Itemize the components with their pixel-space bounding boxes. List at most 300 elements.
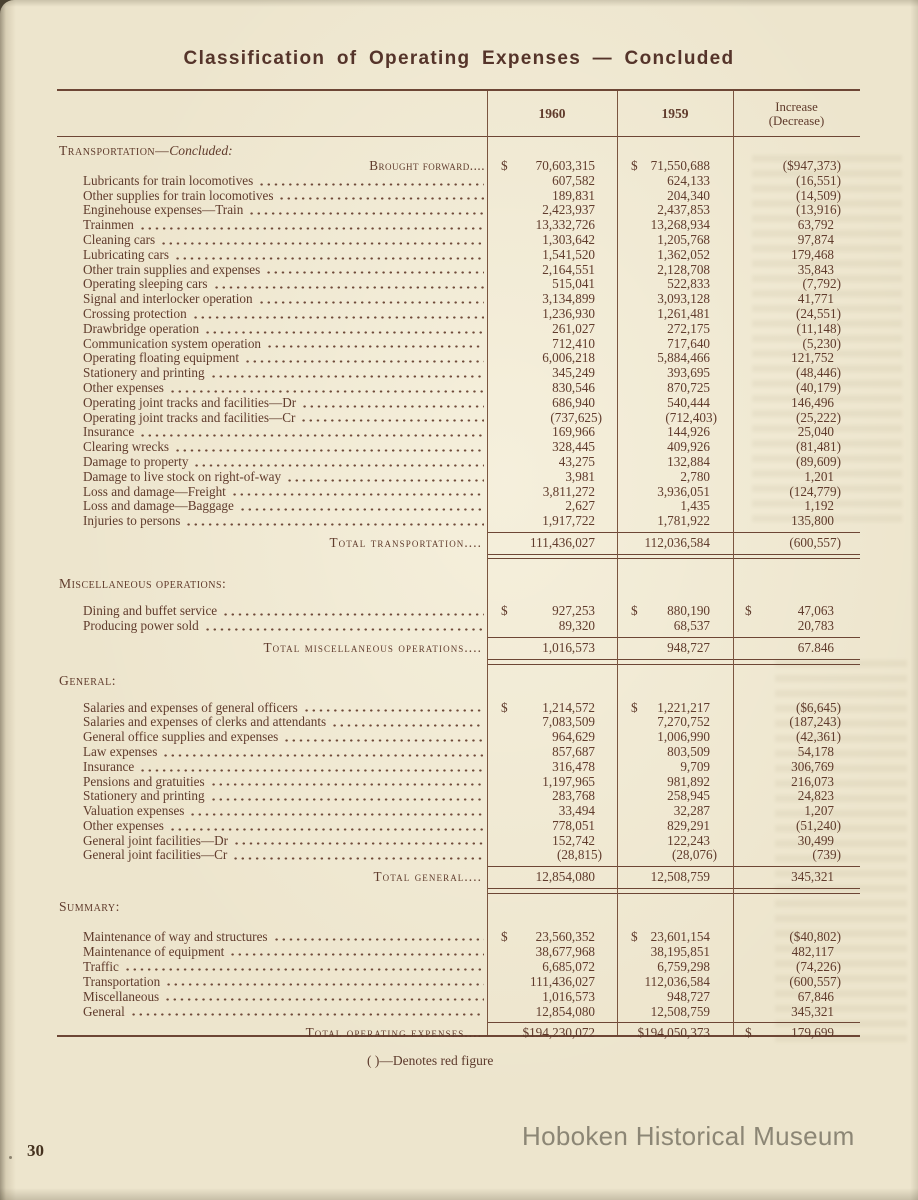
row-label-cell (57, 619, 487, 634)
currency-symbol: $ (631, 699, 638, 715)
cell-1960 (487, 470, 617, 485)
page-number: 30 (27, 1141, 44, 1160)
section-heading (57, 576, 860, 591)
row-label-cell (57, 366, 487, 381)
cell-1959 (617, 974, 733, 989)
cell-1960 (487, 514, 617, 529)
amount: (712,403) (665, 409, 717, 425)
cell-increase (733, 159, 860, 174)
total-cell-increase (733, 533, 860, 552)
dot-leader (210, 783, 484, 786)
amount: 964,629 (552, 729, 595, 745)
total-cell-1960 (487, 638, 617, 657)
amount: 3,093,128 (657, 291, 710, 307)
amount: 283,768 (552, 788, 595, 804)
cell-1959 (617, 619, 733, 634)
amount: 272,175 (667, 320, 710, 336)
dot-leader (213, 286, 484, 289)
amount: 2,128,708 (657, 261, 710, 277)
table-row (57, 804, 860, 819)
cell-1960 (487, 760, 617, 775)
cell-increase (733, 819, 860, 834)
dot-leader (258, 301, 484, 304)
row-label-cell (57, 974, 487, 989)
row-label: Producing power sold (83, 618, 199, 634)
amount: 122,243 (667, 832, 710, 848)
amount: 33,494 (558, 803, 595, 819)
currency-symbol: $ (501, 699, 508, 715)
row-label-cell (57, 440, 487, 455)
amount: 316,478 (552, 758, 595, 774)
amount: (24,551) (795, 305, 841, 321)
currency-symbol: $ (631, 603, 638, 619)
table-row (57, 974, 860, 989)
dot-leader (278, 197, 484, 200)
cell-increase (733, 775, 860, 790)
amount: (600,557) (789, 973, 841, 989)
cell-increase (733, 455, 860, 470)
cell-1959 (617, 411, 733, 426)
row-label: Operating joint tracks and facilities—Dr (83, 394, 297, 410)
amount: (737,625) (550, 409, 602, 425)
amount: 1,197,965 (542, 773, 595, 789)
cell-increase (733, 396, 860, 411)
total-cell-increase (733, 1023, 860, 1042)
header-increase-line2: (Decrease) (768, 113, 825, 128)
cell-1960 (487, 499, 617, 514)
amount: 70,603,315 (535, 158, 595, 173)
row-label: Operating sleeping cars (83, 276, 208, 292)
row-label: Other expenses (83, 379, 164, 395)
row-label-cell (57, 337, 487, 352)
row-label: Other expenses (83, 817, 164, 833)
row-label-cell (57, 470, 487, 485)
amount: 607,582 (552, 172, 595, 188)
table-row (57, 485, 860, 500)
table-section (57, 576, 860, 664)
amount: 624,133 (667, 172, 710, 188)
amount: 179,699 (791, 1024, 834, 1040)
amount: 981,892 (667, 773, 710, 789)
row-label-cell (57, 514, 487, 529)
amount: 13,268,934 (650, 217, 710, 233)
amount: 54,178 (797, 743, 834, 759)
table-section (57, 143, 860, 559)
row-label-cell (57, 789, 487, 804)
row-label: Other supplies for train locomotives (83, 187, 274, 203)
row-label-cell (57, 292, 487, 307)
amount: 345,321 (791, 1003, 834, 1019)
row-label: Injuries to persons (83, 513, 181, 529)
column-header-increase-decrease (733, 100, 860, 128)
amount: (48,446) (795, 365, 841, 381)
amount: 216,073 (791, 773, 834, 789)
cell-1960 (487, 218, 617, 233)
cell-1960 (487, 848, 617, 863)
row-label-cell (57, 263, 487, 278)
dot-leader (124, 968, 484, 971)
row-label-cell (57, 411, 487, 426)
dot-leader (286, 479, 484, 482)
amount: 1,435 (680, 498, 710, 514)
cell-1960 (487, 292, 617, 307)
dot-leader (244, 360, 484, 363)
row-label: Pensions and gratuities (83, 773, 205, 789)
section-rows (57, 701, 860, 864)
cell-1960 (487, 366, 617, 381)
total-cell-1959 (617, 638, 733, 657)
cell-1959 (617, 760, 733, 775)
cell-1960 (487, 804, 617, 819)
double-rule-below-total (487, 554, 860, 560)
table-row (57, 929, 860, 944)
row-label-cell (57, 322, 487, 337)
amount: 1,917,722 (542, 513, 595, 529)
cell-increase (733, 789, 860, 804)
cell-1960 (487, 604, 617, 619)
amount: 189,831 (552, 187, 595, 203)
cell-1960 (487, 440, 617, 455)
cell-1959 (617, 1004, 733, 1019)
amount: (16,551) (795, 172, 841, 188)
table-row (57, 1004, 860, 1019)
section-heading-italic: Concluded: (169, 143, 233, 158)
amount: 135,800 (791, 513, 834, 529)
row-label-cell (57, 1004, 487, 1019)
total-label: Total miscellaneous operations.... (263, 640, 482, 656)
currency-symbol: $ (631, 928, 638, 944)
cell-increase (733, 730, 860, 745)
cell-1959 (617, 292, 733, 307)
cell-increase (733, 263, 860, 278)
cell-1959 (617, 366, 733, 381)
cell-1959 (617, 819, 733, 834)
amount: (42,361) (795, 729, 841, 745)
dot-leader (229, 953, 484, 956)
dot-leader (258, 183, 484, 186)
table-section (57, 899, 860, 1042)
table-row (57, 701, 860, 716)
table-row (57, 440, 860, 455)
row-label: Lubricating cars (83, 246, 170, 262)
cell-1960 (487, 189, 617, 204)
dot-leader (192, 316, 484, 319)
amount: 41,771 (797, 291, 834, 307)
table-row (57, 322, 860, 337)
amount: 67.846 (797, 640, 834, 656)
total-cell-1960 (487, 1023, 617, 1042)
row-label: Crossing protection (83, 305, 187, 321)
total-cell-increase (733, 638, 860, 657)
total-cell-1959 (617, 533, 733, 552)
table-row (57, 366, 860, 381)
cell-1960 (487, 929, 617, 944)
cell-1959 (617, 715, 733, 730)
row-label: Brought forward.... (369, 158, 485, 173)
amount: 515,041 (552, 276, 595, 292)
row-label-cell (57, 989, 487, 1004)
amount: 393,695 (667, 365, 710, 381)
cell-1959 (617, 248, 733, 263)
row-label: Miscellaneous (83, 988, 160, 1004)
table-row (57, 411, 860, 426)
amount: 829,291 (667, 817, 710, 833)
amount: 6,685,072 (542, 958, 595, 974)
dot-leader (169, 828, 484, 831)
cell-increase (733, 322, 860, 337)
row-label-cell (57, 499, 487, 514)
cell-1960 (487, 351, 617, 366)
cell-increase (733, 337, 860, 352)
row-label-cell (57, 944, 487, 959)
dot-leader (233, 842, 484, 845)
dot-leader (301, 405, 484, 408)
amount: 1,221,217 (657, 699, 710, 715)
dot-leader (331, 724, 484, 727)
amount: 1,541,520 (542, 246, 595, 262)
currency-symbol: $ (631, 158, 638, 173)
amount: ($947,373) (782, 158, 841, 173)
cell-1959 (617, 470, 733, 485)
cell-increase (733, 514, 860, 529)
cell-1959 (617, 848, 733, 863)
cell-1960 (487, 322, 617, 337)
total-label: Total operating expenses.... (305, 1024, 482, 1040)
total-row (57, 1023, 860, 1042)
cell-1959 (617, 159, 733, 174)
cell-1960 (487, 1004, 617, 1019)
cell-increase (733, 411, 860, 426)
amount: 261,027 (552, 320, 595, 336)
cell-increase (733, 470, 860, 485)
cell-increase (733, 760, 860, 775)
amount: 12,508,759 (650, 1003, 710, 1019)
amount: (74,226) (795, 958, 841, 974)
cell-1960 (487, 819, 617, 834)
amount: 948,727 (667, 640, 710, 656)
cell-1959 (617, 189, 733, 204)
amount: 144,926 (667, 424, 710, 440)
total-label: Total general.... (373, 869, 482, 885)
dot-leader (222, 613, 484, 616)
amount: $194,050,373 (637, 1024, 710, 1040)
dot-leader (169, 390, 484, 393)
table-row (57, 834, 860, 849)
row-label-cell (57, 396, 487, 411)
amount: 1,781,922 (657, 513, 710, 529)
amount: 2,437,853 (657, 202, 710, 218)
total-row (57, 533, 860, 552)
table-row (57, 989, 860, 1004)
cell-1959 (617, 440, 733, 455)
row-label: Dining and buffet service (83, 603, 218, 619)
double-rule-below-total (487, 888, 860, 894)
table-row (57, 218, 860, 233)
cell-increase (733, 351, 860, 366)
cell-increase (733, 485, 860, 500)
amount: ($40,802) (789, 928, 841, 944)
row-label-cell (57, 189, 487, 204)
cell-1959 (617, 381, 733, 396)
amount: 3,811,272 (542, 483, 595, 499)
table-row (57, 604, 860, 619)
row-label-cell (57, 848, 487, 863)
row-label: Communication system operation (83, 335, 262, 351)
amount: 345,321 (791, 869, 834, 885)
dot-leader (204, 628, 484, 631)
cell-1960 (487, 619, 617, 634)
cell-increase (733, 189, 860, 204)
amount: 345,249 (552, 365, 595, 381)
cell-increase (733, 701, 860, 716)
row-label-cell (57, 425, 487, 440)
amount: 121,752 (791, 350, 834, 366)
dot-leader (204, 331, 484, 334)
table-section (57, 673, 860, 894)
row-label-cell (57, 819, 487, 834)
amount: 20,783 (797, 618, 834, 634)
row-label-cell (57, 834, 487, 849)
amount: 522,833 (667, 276, 710, 292)
dot-leader (139, 227, 484, 230)
cell-increase (733, 989, 860, 1004)
section-heading-text: Transportation— (59, 143, 170, 158)
amount: 179,468 (791, 246, 834, 262)
cell-increase (733, 848, 860, 863)
amount: 112,036,584 (644, 534, 710, 550)
table-row (57, 499, 860, 514)
section-rows (57, 929, 860, 1019)
cell-1959 (617, 455, 733, 470)
amount: 63,792 (797, 217, 834, 233)
dot-leader (273, 938, 484, 941)
table-row (57, 263, 860, 278)
currency-symbol: $ (745, 1024, 752, 1040)
footnote: ( )—Denotes red figure (367, 1053, 494, 1068)
cell-increase (733, 604, 860, 619)
total-row (57, 867, 860, 886)
cell-increase (733, 174, 860, 189)
row-label: Salaries and expenses of general officers (83, 699, 298, 715)
cell-1959 (617, 804, 733, 819)
amount: 204,340 (667, 187, 710, 203)
cell-1959 (617, 745, 733, 760)
table-body (57, 143, 860, 1042)
paper-speck (9, 1156, 12, 1159)
row-label: Operating joint tracks and facilities—Cr (83, 409, 296, 425)
section-heading (57, 899, 860, 914)
amount: 409,926 (667, 439, 710, 455)
currency-symbol: $ (501, 603, 508, 619)
cell-1960 (487, 396, 617, 411)
dot-leader (231, 493, 484, 496)
cell-1959 (617, 307, 733, 322)
operating-expenses-table (57, 89, 860, 1040)
row-label: Signal and interlocker operation (83, 291, 253, 307)
row-label-cell (57, 745, 487, 760)
row-label-cell (57, 307, 487, 322)
amount: 112,036,584 (644, 973, 710, 989)
cell-1959 (617, 499, 733, 514)
amount: 32,287 (673, 803, 710, 819)
cell-1959 (617, 396, 733, 411)
row-label-cell (57, 804, 487, 819)
dot-leader (303, 709, 484, 712)
amount: 880,190 (667, 603, 710, 619)
row-label: Other train supplies and expenses (83, 261, 261, 277)
watermark: Hoboken Historical Museum (522, 1121, 855, 1151)
amount: 1,205,768 (657, 231, 710, 247)
cell-1959 (617, 203, 733, 218)
cell-1960 (487, 174, 617, 189)
amount: 686,940 (552, 394, 595, 410)
dot-leader (300, 419, 484, 422)
amount: 13,332,726 (535, 217, 595, 233)
row-label: Stationery and printing (83, 788, 205, 804)
amount: 778,051 (552, 817, 595, 833)
cell-1960 (487, 425, 617, 440)
cell-1960 (487, 203, 617, 218)
amount: 111,436,027 (530, 534, 595, 550)
row-label: Cleaning cars (83, 231, 156, 247)
header-increase-line1: Increase (775, 99, 818, 114)
amount: 1,362,052 (657, 246, 710, 262)
table-row (57, 351, 860, 366)
amount: (51,240) (795, 817, 841, 833)
table-row (57, 730, 860, 745)
row-label-cell (57, 485, 487, 500)
cell-1960 (487, 337, 617, 352)
total-cell-increase (733, 867, 860, 886)
table-row (57, 292, 860, 307)
amount: 1,207 (804, 803, 834, 819)
amount: 1,192 (804, 498, 834, 514)
amount: 38,195,851 (650, 943, 710, 959)
amount: (81,481) (795, 439, 841, 455)
table-header-row (57, 91, 860, 137)
amount: 146,496 (791, 394, 834, 410)
cell-increase (733, 1004, 860, 1019)
cell-1960 (487, 834, 617, 849)
row-label: Damage to live stock on right-of-way (83, 468, 282, 484)
amount: (11,148) (796, 320, 841, 336)
amount: 6,006,218 (542, 350, 595, 366)
cell-1960 (487, 159, 617, 174)
amount: ($6,645) (795, 699, 841, 715)
dot-leader (265, 271, 484, 274)
total-label: Total transportation.... (329, 534, 482, 550)
amount: 803,509 (667, 743, 710, 759)
amount: 1,006,990 (657, 729, 710, 745)
cell-1960 (487, 263, 617, 278)
amount: 540,444 (667, 394, 710, 410)
cell-1959 (617, 514, 733, 529)
section-heading-text: Summary: (59, 898, 120, 914)
amount: 25,040 (797, 424, 834, 440)
amount: (7,792) (802, 276, 841, 292)
amount: 1,261,481 (657, 305, 710, 321)
amount: 12,854,080 (535, 1003, 595, 1019)
table-row (57, 745, 860, 760)
section-heading (57, 673, 860, 688)
row-label-cell (57, 455, 487, 470)
cell-increase (733, 959, 860, 974)
dot-leader (162, 754, 484, 757)
dot-leader (139, 434, 484, 437)
row-label: Maintenance of way and structures (83, 928, 268, 944)
cell-1960 (487, 730, 617, 745)
amount: (13,916) (795, 202, 841, 218)
